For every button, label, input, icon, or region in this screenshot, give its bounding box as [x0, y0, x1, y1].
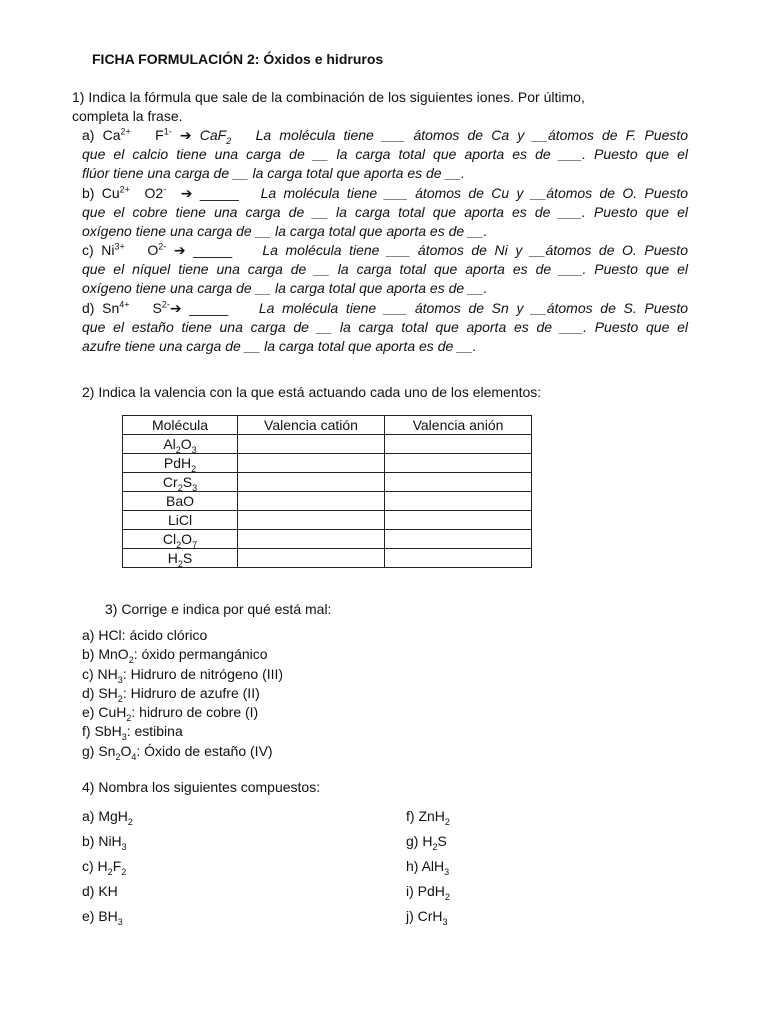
list-item: c) $NH_3$: Hidruro de nitrógeno (III) [82, 665, 284, 685]
q1-item-c: c) $Ni^{3+}$ $O^{2-}$ ➔ _____ La molécula tiene ___ átomos de Ni y __átomos de O. Puesto que el níquel tiene una carga de __ la carga total que aporta es de ___. Puesto que el oxígeno tiene una carga de __ la carga total que aporta es de __. [82, 241, 688, 299]
list-item: f) SbH$_3$: estibina [82, 723, 183, 743]
list-item: i) PdH$_2$ [406, 883, 450, 902]
anion-valence-cell[interactable] [385, 530, 532, 549]
arrow-icon: ➔ [179, 127, 192, 143]
molecule-cell: PdH$_2$ [123, 454, 238, 473]
anion-valence-cell[interactable] [385, 549, 532, 568]
molecule-cell: LiCl [123, 511, 238, 530]
list-item: a) HCl: ácido clórico [82, 627, 208, 643]
list-item: g) $Sn_2O_4$: Óxido de estaño (IV) [82, 742, 273, 762]
list-item: e) $BH_3$ [82, 908, 123, 927]
q1a-line2: que el calcio tiene una carga de __ la carga total que aporta es de ___. Puesto que el [82, 146, 688, 163]
table-header-row [123, 416, 532, 435]
list-item: b) MnO$_2$: óxido permangánico [82, 646, 268, 666]
q1c-line3: oxígeno tiene una carga de __ la carga total que aporta es de __. [82, 280, 488, 297]
anion-valence-cell[interactable] [385, 511, 532, 530]
anion-valence-cell[interactable] [385, 435, 532, 454]
table-row [123, 454, 532, 473]
table-row [123, 435, 532, 454]
col-header-cation: Valencia catión [238, 416, 385, 435]
q1d-line2: que el estaño tiene una carga de __ la carga total que aporta es de ___. Puesto que el [82, 319, 688, 336]
valence-table [122, 415, 532, 568]
molecule-cell: $Cr_2S_3$ [123, 473, 238, 492]
q1b-line2: que el cobre tiene una carga de __ la carga total que aporta es de ___. Puesto que el [82, 204, 688, 221]
q1-item-b: b) $Cu^{2+}$ O2- ➔ _____ La molécula tiene ___ átomos de Cu y __átomos de O. Puesto que el cobre tiene una carga de __ la carga total que aporta es de ___. Puesto que el oxígeno tiene una carga de __ la carga total que aporta es de __. [82, 184, 688, 242]
anion-valence-cell[interactable] [385, 473, 532, 492]
cation-valence-cell[interactable] [238, 473, 385, 492]
anion-valence-cell[interactable] [385, 454, 532, 473]
list-item: c) $H_2F_2$ [82, 858, 127, 877]
table-row [123, 492, 532, 511]
cation-valence-cell[interactable] [238, 511, 385, 530]
q4-right-column [406, 804, 450, 929]
q1a-ions: a) $Ca^{2+}$ $F^{1-}$ ➔ [82, 126, 192, 143]
question-2-heading: 2) Indica la valencia con la que está actuando cada uno de los elementos: [82, 384, 542, 400]
molecule-cell: BaO [123, 492, 238, 511]
q1c-line2: que el níquel tiene una carga de __ la carga total que aporta es de ___. Puesto que el [82, 261, 688, 278]
list-item: e) CuH$_2$: hidruro de cobre (I) [82, 704, 259, 723]
list-item: b) NiH$_3$ [82, 833, 127, 852]
cation-valence-cell[interactable] [238, 549, 385, 568]
list-item: h) AlH$_3$ [406, 858, 450, 877]
cation-valence-cell[interactable] [238, 492, 385, 511]
list-item: d) $SH_2$: Hidruro de azufre (II) [82, 684, 260, 704]
q1a-line3: flúor tiene una carga de __ la carga total que aporta es de __. [82, 165, 465, 182]
q1-item-a: a) $Ca^{2+}$ $F^{1-}$ ➔ CaF$_2$ La molécula tiene ___ átomos de Ca y __átomos de F. Puesto que el calcio tiene una carga de __ la carga total que aporta es de ___. Puesto que el flúor tiene una carga de __ la carga total que aporta es de __. [82, 126, 688, 184]
question-1-heading [72, 88, 712, 126]
anion-valence-cell[interactable] [385, 492, 532, 511]
question-3-heading: 3) Corrige e indica por qué está mal: [105, 601, 332, 617]
list-item: j) CrH$_3$ [406, 908, 448, 927]
q1-item-d: d) $Sn^{4+}$ $S^{2-}➔$ _____ La molécula tiene ___ átomos de Sn y __átomos de S. Puesto que el estaño tiene una carga de __ la carga total que aporta es de ___. Puesto que el azufre tiene una carga de __ la carga total que aporta es de __. [82, 299, 688, 357]
q1d-line3: azufre tiene una carga de __ la carga total que aporta es de __. [82, 338, 477, 355]
arrow-icon: ➔ [169, 300, 182, 316]
list-item: f) ZnH$_2$ [406, 808, 450, 827]
col-header-anion: Valencia anión [385, 416, 532, 435]
cation-valence-cell[interactable] [238, 454, 385, 473]
table-row [123, 549, 532, 568]
list-item: g) $H_2S$ [406, 833, 447, 852]
arrow-icon: ➔ [173, 242, 186, 258]
col-header-molecule: Molécula [123, 416, 238, 435]
table-row [123, 473, 532, 492]
q1-heading-line1: 1) Indica la fórmula que sale de la combinación de los siguientes iones. Por último, [72, 89, 585, 105]
molecule-cell: $Cl_2O_7$ [123, 530, 238, 549]
arrow-icon: ➔ [180, 185, 193, 201]
list-item: d) KH [82, 883, 118, 899]
q1-heading-line2: completa la frase. [72, 108, 183, 124]
molecule-cell: $H_2S$ [123, 549, 238, 568]
question-4-heading: 4) Nombra los siguientes compuestos: [82, 779, 321, 795]
table-row [123, 511, 532, 530]
page-title: FICHA FORMULACIÓN 2: Óxidos e hidruros [92, 51, 384, 67]
q4-left-column [82, 804, 133, 929]
molecule-cell: $Al_2O_3$ [123, 435, 238, 454]
q3-list [82, 626, 283, 761]
list-item: a) MgH$_2$ [82, 808, 133, 827]
table-row [123, 530, 532, 549]
q1b-line3: oxígeno tiene una carga de __ la carga total que aporta es de __. [82, 223, 488, 240]
cation-valence-cell[interactable] [238, 435, 385, 454]
cation-valence-cell[interactable] [238, 530, 385, 549]
